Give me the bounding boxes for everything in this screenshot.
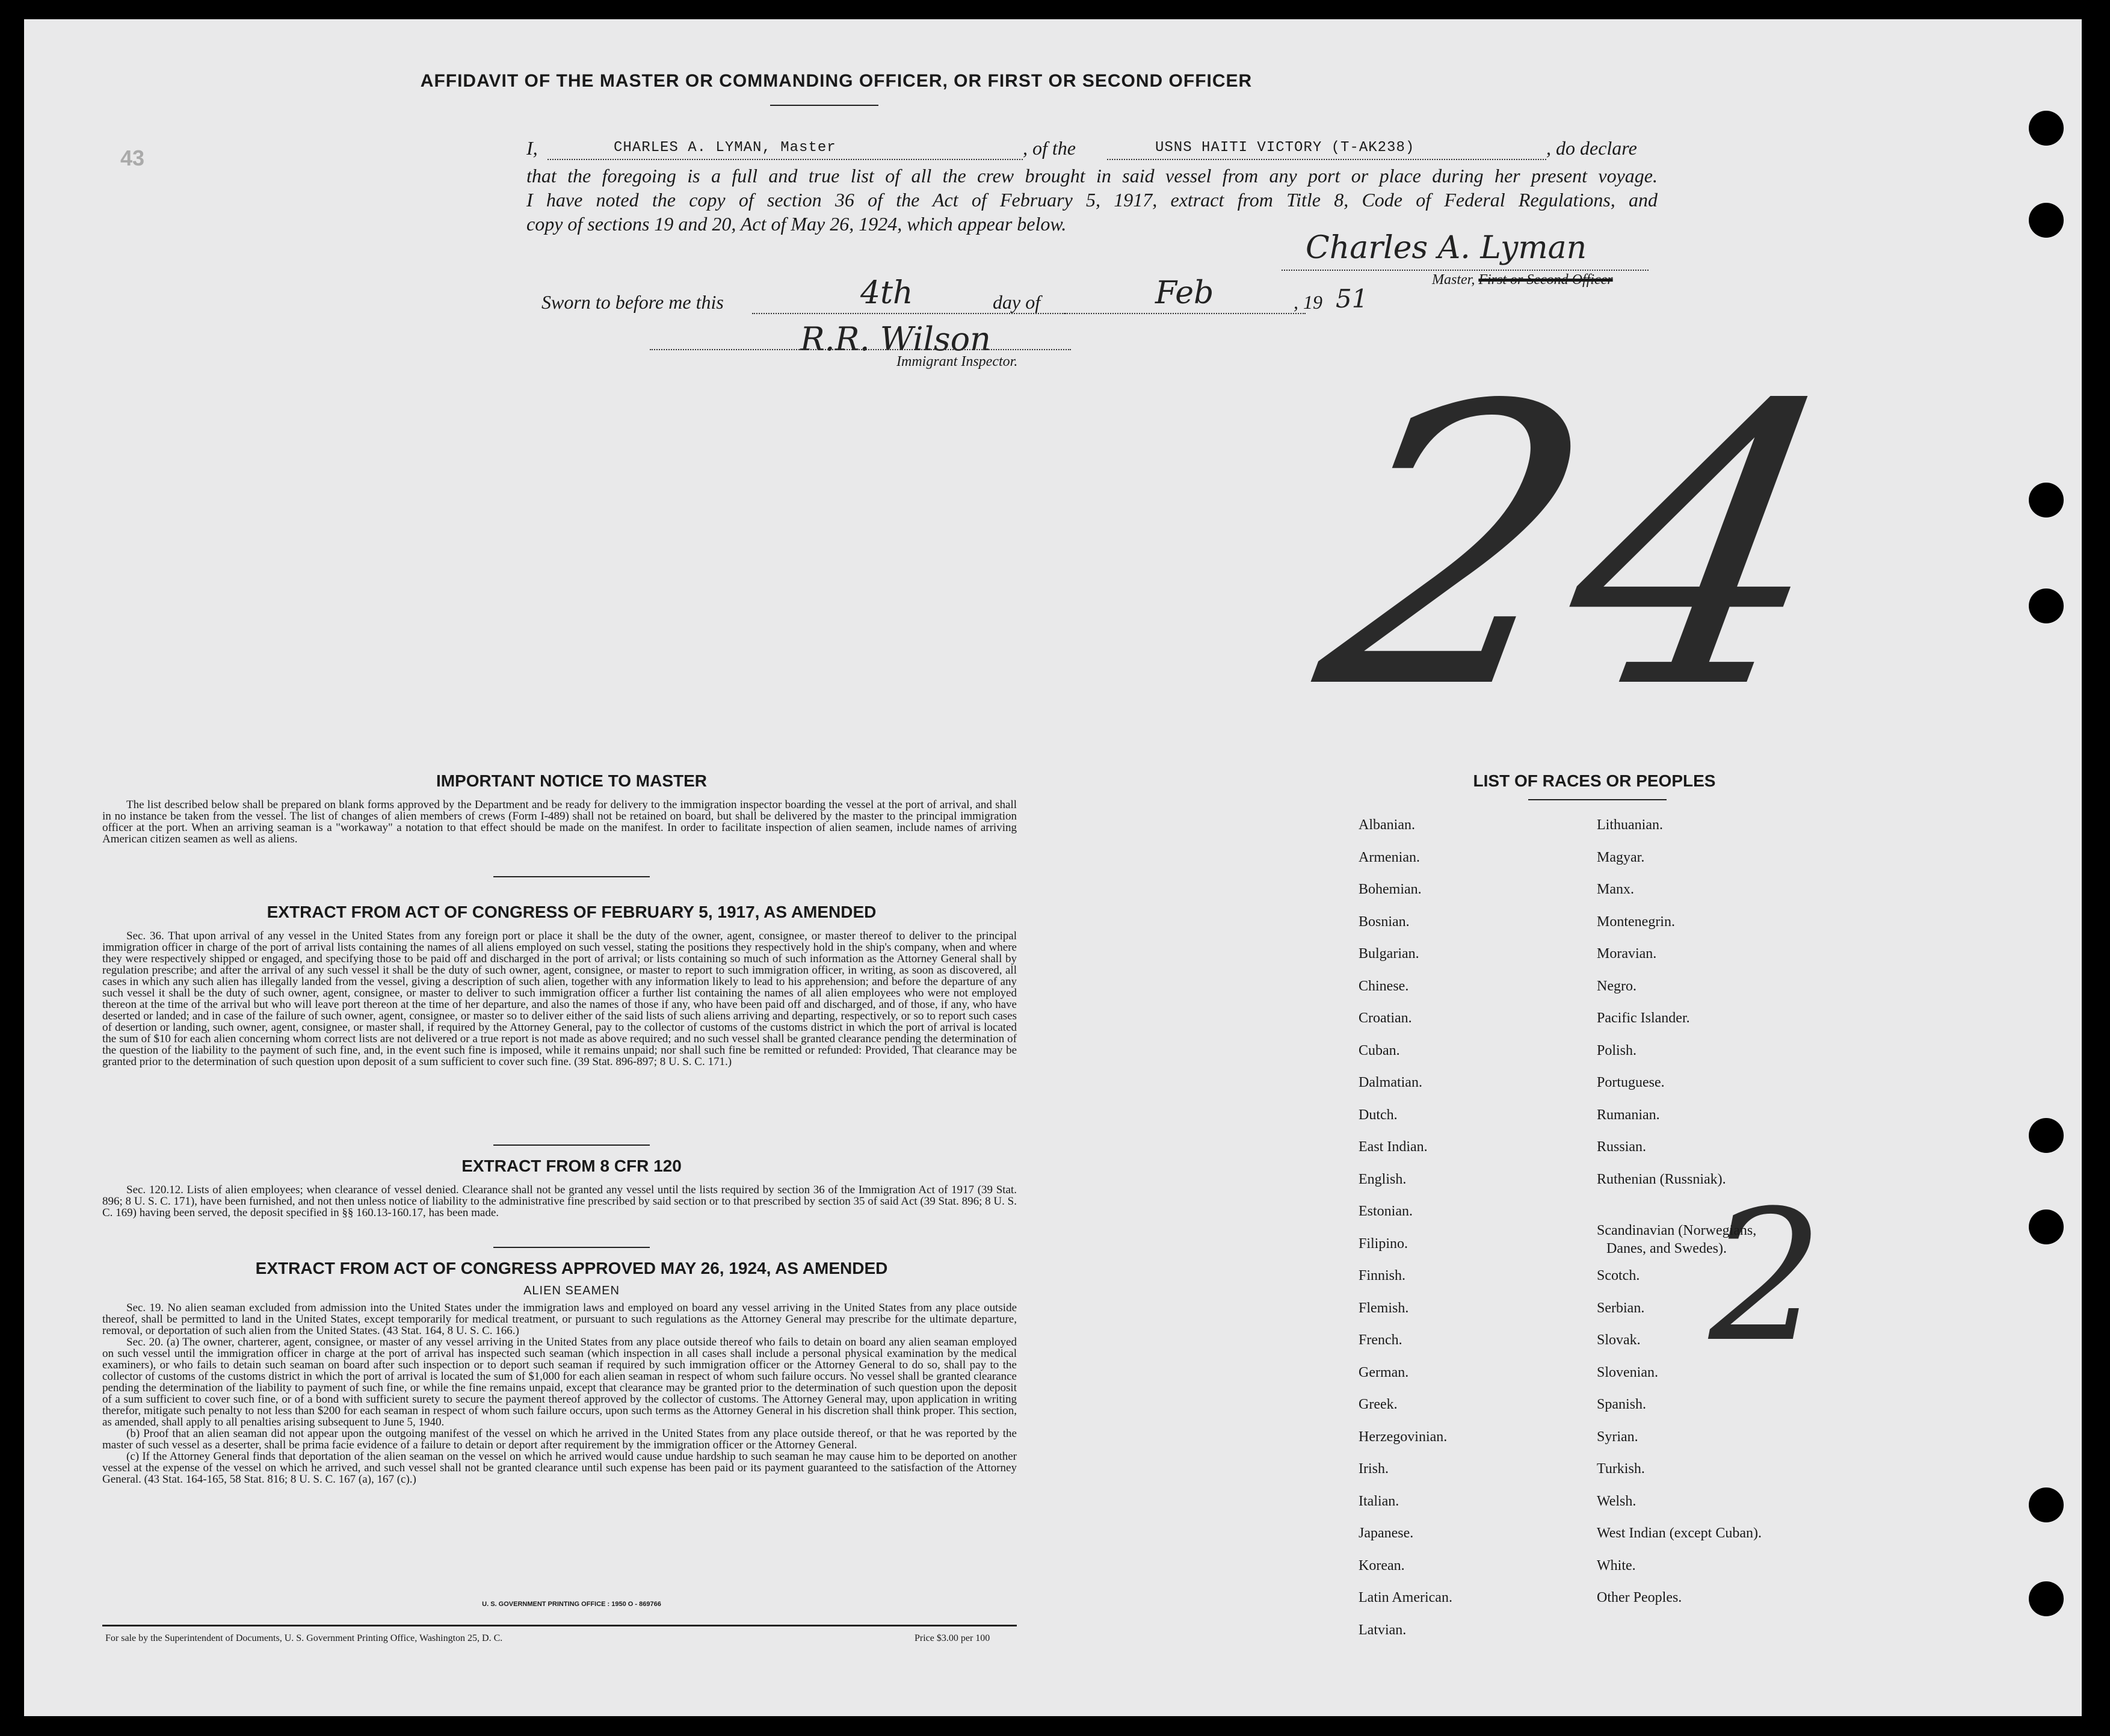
race-item: White. xyxy=(1597,1557,1636,1574)
inspector-signature-line xyxy=(650,349,1071,350)
extract1924-body xyxy=(102,1302,1017,1485)
races-heading: LIST OF RACES OR PEOPLES xyxy=(1473,771,1716,790)
race-item: Chinese. xyxy=(1359,978,1409,994)
section-rule xyxy=(493,876,650,877)
race-item: Magyar. xyxy=(1597,849,1645,865)
sec20c-text: (c) If the Attorney General finds that deportation of the alien seaman on the vessel on which he arrived would cause undue hardship to such seaman he may cause him to be deported on another vessel at the expense of the vessel on which he arrived, and such vessel shall not be granted clearance until such expense has been paid or its payment guaranteed to the satisfaction of the Attorney General. (43 Stat. 164-165, 58 Stat. 816; 8 U. S. C. 167 (a), 167 (c).) xyxy=(102,1450,1017,1486)
punch-hole xyxy=(2029,1209,2064,1244)
race-item: Polish. xyxy=(1597,1042,1637,1058)
extract1917-body xyxy=(102,930,1017,1067)
race-item: Dalmatian. xyxy=(1359,1075,1422,1090)
race-item: East Indian. xyxy=(1359,1139,1428,1155)
race-item: Other Peoples. xyxy=(1597,1590,1682,1605)
i-label: I, xyxy=(526,137,538,159)
race-item: Serbian. xyxy=(1597,1300,1645,1316)
section-rule xyxy=(493,1144,650,1146)
race-item: Dutch. xyxy=(1359,1107,1398,1123)
master-signature-line xyxy=(1282,270,1649,271)
race-item: Finnish. xyxy=(1359,1268,1406,1283)
day-of-label: day of xyxy=(993,291,1041,313)
race-item: Welsh. xyxy=(1597,1493,1636,1509)
declarant-name[interactable]: CHARLES A. LYMAN, Master xyxy=(614,140,836,156)
race-item: Japanese. xyxy=(1359,1525,1414,1541)
notice-body xyxy=(102,799,1017,845)
declaration-line-2: that the foregoing is a full and true list of all the crew brought in said vessel from any port or place during her present voyage. xyxy=(526,165,1658,187)
extractcfr-body xyxy=(102,1184,1017,1219)
punch-hole xyxy=(2029,1118,2064,1153)
race-item: French. xyxy=(1359,1332,1402,1348)
vessel-line xyxy=(1107,159,1546,160)
footer-rule xyxy=(102,1625,1017,1626)
declaration-line-3: I have noted the copy of section 36 of the Act of February 5, 1917, extract from Title 8, Code of Federal Regulations, and xyxy=(526,189,1658,211)
master-caption-struck: First or Second Officer xyxy=(1478,272,1613,288)
race-item: Croatian. xyxy=(1359,1010,1412,1026)
race-item: Slovenian. xyxy=(1597,1364,1658,1380)
race-item: Scandinavian (Norwegians, xyxy=(1597,1223,1757,1239)
race-item: Bosnian. xyxy=(1359,913,1410,930)
of-the-label: , of the xyxy=(1023,137,1076,159)
inspector-caption: Immigrant Inspector. xyxy=(896,354,1018,369)
gpo-imprint: U. S. GOVERNMENT PRINTING OFFICE : 1950 O - 869766 xyxy=(482,1601,661,1608)
alien-seamen-subheading: ALIEN SEAMEN xyxy=(523,1284,620,1297)
handwritten-mark: 2 xyxy=(1709,1172,1824,1382)
punch-hole xyxy=(2029,1487,2064,1522)
race-item: Italian. xyxy=(1359,1493,1399,1509)
race-item: Slovak. xyxy=(1597,1332,1641,1348)
sec36-text: Sec. 36. That upon arrival of any vessel in the United States from any foreign port or place it shall be the duty of the owner, agent, consignee, or master thereof to deliver to the principal immigration officer in charge of the port of arrival lists containing the names of all aliens employed on such vessel, stating the positions they respectively hold in the ship's company, when and where they were respectively shipped or engaged, and specifying those to be paid off and discharged in the port of arrival; or lists containing so much of such information as the Attorney General shall by regulation prescribe; and after the arrival of any such vessel it shall be the duty of such owner, agent, consignee, or master to report to such immigration officer, in writing, as soon as discovered, all cases in which any such alien has illegally landed from the vessel, giving a description of such alien, together with any information likely to lead to his apprehension; and before the departure of any such vessel it shall be the duty of such owner, agent, consignee, or master to deliver to such immigration officer a further list containing the names of all alien employees who were not employed thereon at the time of the arrival but who will leave port thereon at the time of her departure, and also the names of those if any, who have been paid off and discharged, and of those, if any, who have deserted or landed; and in case of the failure of such owner, agent, consignee, or master so to deliver either of the said lists of such aliens arriving and departing, respectively, or so to report such cases of desertion or landing, such owner, agent, consignee, or master shall, if required by the Attorney General, pay to the collector of customs of the customs district in which the port of arrival is located the sum of $10 for each alien concerning whom correct lists are not delivered or a true report is not made as above required; and no such vessel shall be granted clearance pending the determination of the question of the liability to the payment of such fine, and, in the event such fine is imposed, while it remains unpaid; nor shall such fine be remitted or refunded: Provided, That clearance may be granted prior to the determination of such question upon deposit of a sum sufficient to cover such fine. (39 Stat. 896-897; 8 U. S. C. 171.) xyxy=(102,930,1017,1068)
race-item: Pacific Islander. xyxy=(1597,1010,1690,1026)
race-item: Estonian. xyxy=(1359,1203,1413,1219)
sworn-year[interactable]: 51 xyxy=(1336,284,1368,314)
master-caption xyxy=(1432,272,1613,288)
master-caption-master: Master, xyxy=(1432,272,1475,288)
race-item: Cuban. xyxy=(1359,1042,1400,1058)
race-item: Danes, and Swedes). xyxy=(1606,1241,1727,1257)
race-item: Greek. xyxy=(1359,1397,1398,1412)
price-note: Price $3.00 per 100 xyxy=(915,1633,990,1643)
race-item: Albanian. xyxy=(1359,817,1415,833)
races-rule xyxy=(1528,799,1667,800)
race-item: Filipino. xyxy=(1359,1235,1408,1252)
race-item: Portuguese. xyxy=(1597,1075,1665,1090)
punch-hole xyxy=(2029,1581,2064,1616)
sworn-month-line xyxy=(1065,313,1306,314)
extract1924-heading: EXTRACT FROM ACT OF CONGRESS APPROVED MAY 26, 1924, AS AMENDED xyxy=(255,1259,888,1277)
sec20b-text: (b) Proof that an alien seaman did not appear upon the outgoing manifest of the vessel on which he arrived in the United States from any place outside thereof, or that he was reported by the master of such vessel as a deserter, shall be prima facie evidence of a failure to detain or deport after requirement by the immigration officer or the Attorney General. xyxy=(102,1427,1017,1451)
race-item: Bohemian. xyxy=(1359,882,1422,897)
punch-hole xyxy=(2029,483,2064,517)
race-item: Scotch. xyxy=(1597,1268,1640,1283)
race-item: Spanish. xyxy=(1597,1397,1647,1412)
form-sheet xyxy=(24,19,2082,1716)
section-rule xyxy=(493,1247,650,1248)
extract1917-heading: EXTRACT FROM ACT OF CONGRESS OF FEBRUARY 5, 1917, AS AMENDED xyxy=(267,903,877,921)
year-prefix: , 19 xyxy=(1294,291,1322,313)
punch-hole xyxy=(2029,203,2064,238)
race-item: Korean. xyxy=(1359,1557,1405,1574)
sworn-month[interactable]: Feb xyxy=(1155,275,1214,311)
race-item: West Indian (except Cuban). xyxy=(1597,1525,1762,1541)
race-item: Bulgarian. xyxy=(1359,946,1419,962)
race-item: Armenian. xyxy=(1359,849,1420,865)
notice-text: The list described below shall be prepared on blank forms approved by the Department and be ready for delivery to the immigration inspector boarding the vessel at the port of arrival, and shall in no instance be taken from the vessel. The list of changes of alien members of crews (Form I-489) shall not be retained on board, but shall be delivered by the master to the principal immigration officer at the port. When an arriving seaman is a "workaway" a notation to that effect should be made on the manifest. In order to facilitate inspection of alien seamen, include names of arriving American citizen seamen as well as aliens. xyxy=(102,798,1017,845)
race-item: Lithuanian. xyxy=(1597,817,1663,833)
race-item: Turkish. xyxy=(1597,1461,1645,1477)
race-item: Manx. xyxy=(1597,882,1634,897)
margin-mark: 43 xyxy=(120,146,145,170)
punch-hole xyxy=(2029,111,2064,146)
declarant-line xyxy=(548,159,1023,160)
race-item: Herzegovinian. xyxy=(1359,1429,1448,1445)
race-item: Moravian. xyxy=(1597,946,1657,962)
form-title: AFFIDAVIT OF THE MASTER OR COMMANDING OFFICER, OR FIRST OR SECOND OFFICER xyxy=(420,71,1253,91)
title-rule xyxy=(770,105,878,106)
race-item: Russian. xyxy=(1597,1139,1647,1155)
vessel-name[interactable]: USNS HAITI VICTORY (T-AK238) xyxy=(1155,140,1415,156)
punch-hole xyxy=(2029,588,2064,623)
extractcfr-heading: EXTRACT FROM 8 CFR 120 xyxy=(461,1157,682,1175)
sec20a-text: Sec. 20. (a) The owner, charterer, agent, consignee, or master of any vessel arriving in the United States from any place outside thereof who fails to detain on board any alien seaman employed on such vessel until the immigration officer in charge at the port of arrival has inspected such seaman (which inspection in all cases shall include a personal physical examination by the medical examiners), or who fails to detain such seaman on board after such inspection or to deport such seaman if required by such immigration officer or the Attorney General to do so, shall pay to the collector of customs of the customs district in which the port of arrival is located the sum of $1,000 for each alien seaman in respect of whom such failure occurs. No vessel shall be granted clearance pending the determination of the liability to payment of such fine, or while the fine remains unpaid, except that clearance may be granted prior to the determination of such question upon the deposit of a sum sufficient to cover such fine, or of a bond with sufficient surety to secure the payment thereof approved by the collector of customs. The Attorney General may, upon application in writing therefor, mitigate such penalty to not less than $200 for each seaman in respect of whom such failure occurs, upon such terms as the Attorney General in his discretion shall think proper. This section, as amended, shall apply to all penalties arising subsequent to June 5, 1940. xyxy=(102,1336,1017,1429)
notice-heading: IMPORTANT NOTICE TO MASTER xyxy=(436,771,708,790)
race-item: Irish. xyxy=(1359,1461,1389,1477)
sworn-label: Sworn to before me this xyxy=(541,291,724,313)
race-item: Rumanian. xyxy=(1597,1107,1660,1123)
race-item: Flemish. xyxy=(1359,1300,1409,1316)
race-item: Syrian. xyxy=(1597,1429,1638,1445)
sale-note: For sale by the Superintendent of Documents, U. S. Government Printing Office, Washington 25, D. C. xyxy=(105,1633,503,1643)
race-item: English. xyxy=(1359,1171,1407,1187)
master-signature: Charles A. Lyman xyxy=(1306,230,1587,266)
sworn-day[interactable]: 4th xyxy=(860,275,913,311)
race-item: Latin American. xyxy=(1359,1590,1452,1605)
race-item: Montenegrin. xyxy=(1597,913,1675,930)
race-item: Negro. xyxy=(1597,978,1636,994)
inspector-signature: R.R. Wilson xyxy=(800,320,991,358)
do-declare-label: , do declare xyxy=(1546,137,1637,159)
race-item: Ruthenian (Russniak). xyxy=(1597,1171,1726,1187)
handwritten-number: 24 xyxy=(1296,324,1866,773)
race-item: German. xyxy=(1359,1364,1409,1380)
sec120-text: Sec. 120.12. Lists of alien employees; when clearance of vessel denied. Clearance shall not be granted any vessel until the lists required by section 36 of the Immigration Act of 1917 (39 Stat. 896; 8 U. S. C. 171), have been furnished, and not then unless notice of liability to the administrative fine prescribed by said section or to that prescribed by section 35 of said Act (39 Stat. 896; 8 U. S. C. 169) having been served, the deposit specified in §§ 160.13-160.17, has been made. xyxy=(102,1184,1017,1219)
declaration-line-4: copy of sections 19 and 20, Act of May 26, 1924, which appear below. xyxy=(526,213,1067,235)
sec19-text: Sec. 19. No alien seaman excluded from admission into the United States under the immigration laws and employed on board any vessel arriving in the United States from any place outside thereof, shall be permitted to land in the United States, except temporarily for medical treatment, or pursuant to such regulations as the Attorney General may prescribe for the ultimate departure, removal, or deportation of such alien from the United States. (43 Stat. 164, 8 U. S. C. 166.) xyxy=(102,1302,1017,1337)
race-item: Latvian. xyxy=(1359,1622,1407,1638)
